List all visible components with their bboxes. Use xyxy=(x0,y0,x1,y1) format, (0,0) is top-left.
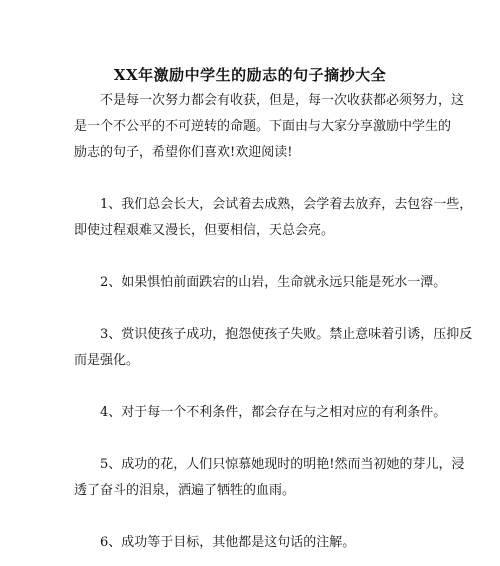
quote-line: 3、赏识使孩子成功，抱怨使孩子失败。禁止意味着引诱，压抑反 xyxy=(74,327,473,342)
quote-line: 6、成功等于目标，其他都是这句话的注解。 xyxy=(74,535,356,550)
quote-line: 1、我们总会长大，会试着去成熟，会学着去放弃，去包容一些， xyxy=(74,197,473,212)
quote-line: 5、成功的花，人们只惊慕她现时的明艳!然而当初她的芽儿，浸 xyxy=(74,457,465,472)
quote-line: 即使过程艰难又漫长，但要相信，天总会亮。 xyxy=(74,223,335,238)
intro-line: 是一个不公平的不可逆转的命题。下面由与大家分享激励中学生的 xyxy=(74,119,452,134)
quote-item-5 xyxy=(74,452,465,504)
quote-item-6 xyxy=(74,530,430,556)
intro-paragraph xyxy=(74,88,465,166)
quote-line: 透了奋斗的泪泉，洒遍了牺牲的血雨。 xyxy=(74,483,296,498)
quote-item-2 xyxy=(74,270,447,296)
intro-line: 励志的句子，希望你们喜欢!欢迎阅读! xyxy=(74,145,293,160)
quote-line: 4、对于每一个不利条件，都会存在与之相对应的有利条件。 xyxy=(74,405,447,420)
quote-line: 而是强化。 xyxy=(74,353,140,368)
quote-item-1 xyxy=(74,192,473,244)
intro-line: 不是每一次努力都会有收获，但是，每一次收获都必须努力，这 xyxy=(74,93,465,108)
document-title: XX年激励中学生的励志的句子摘抄大全 xyxy=(113,66,387,84)
quote-item-3 xyxy=(74,322,473,374)
quote-line: 2、如果惧怕前面跌宕的山岩，生命就永远只能是死水一潭。 xyxy=(74,275,447,290)
quote-item-4 xyxy=(74,400,447,426)
